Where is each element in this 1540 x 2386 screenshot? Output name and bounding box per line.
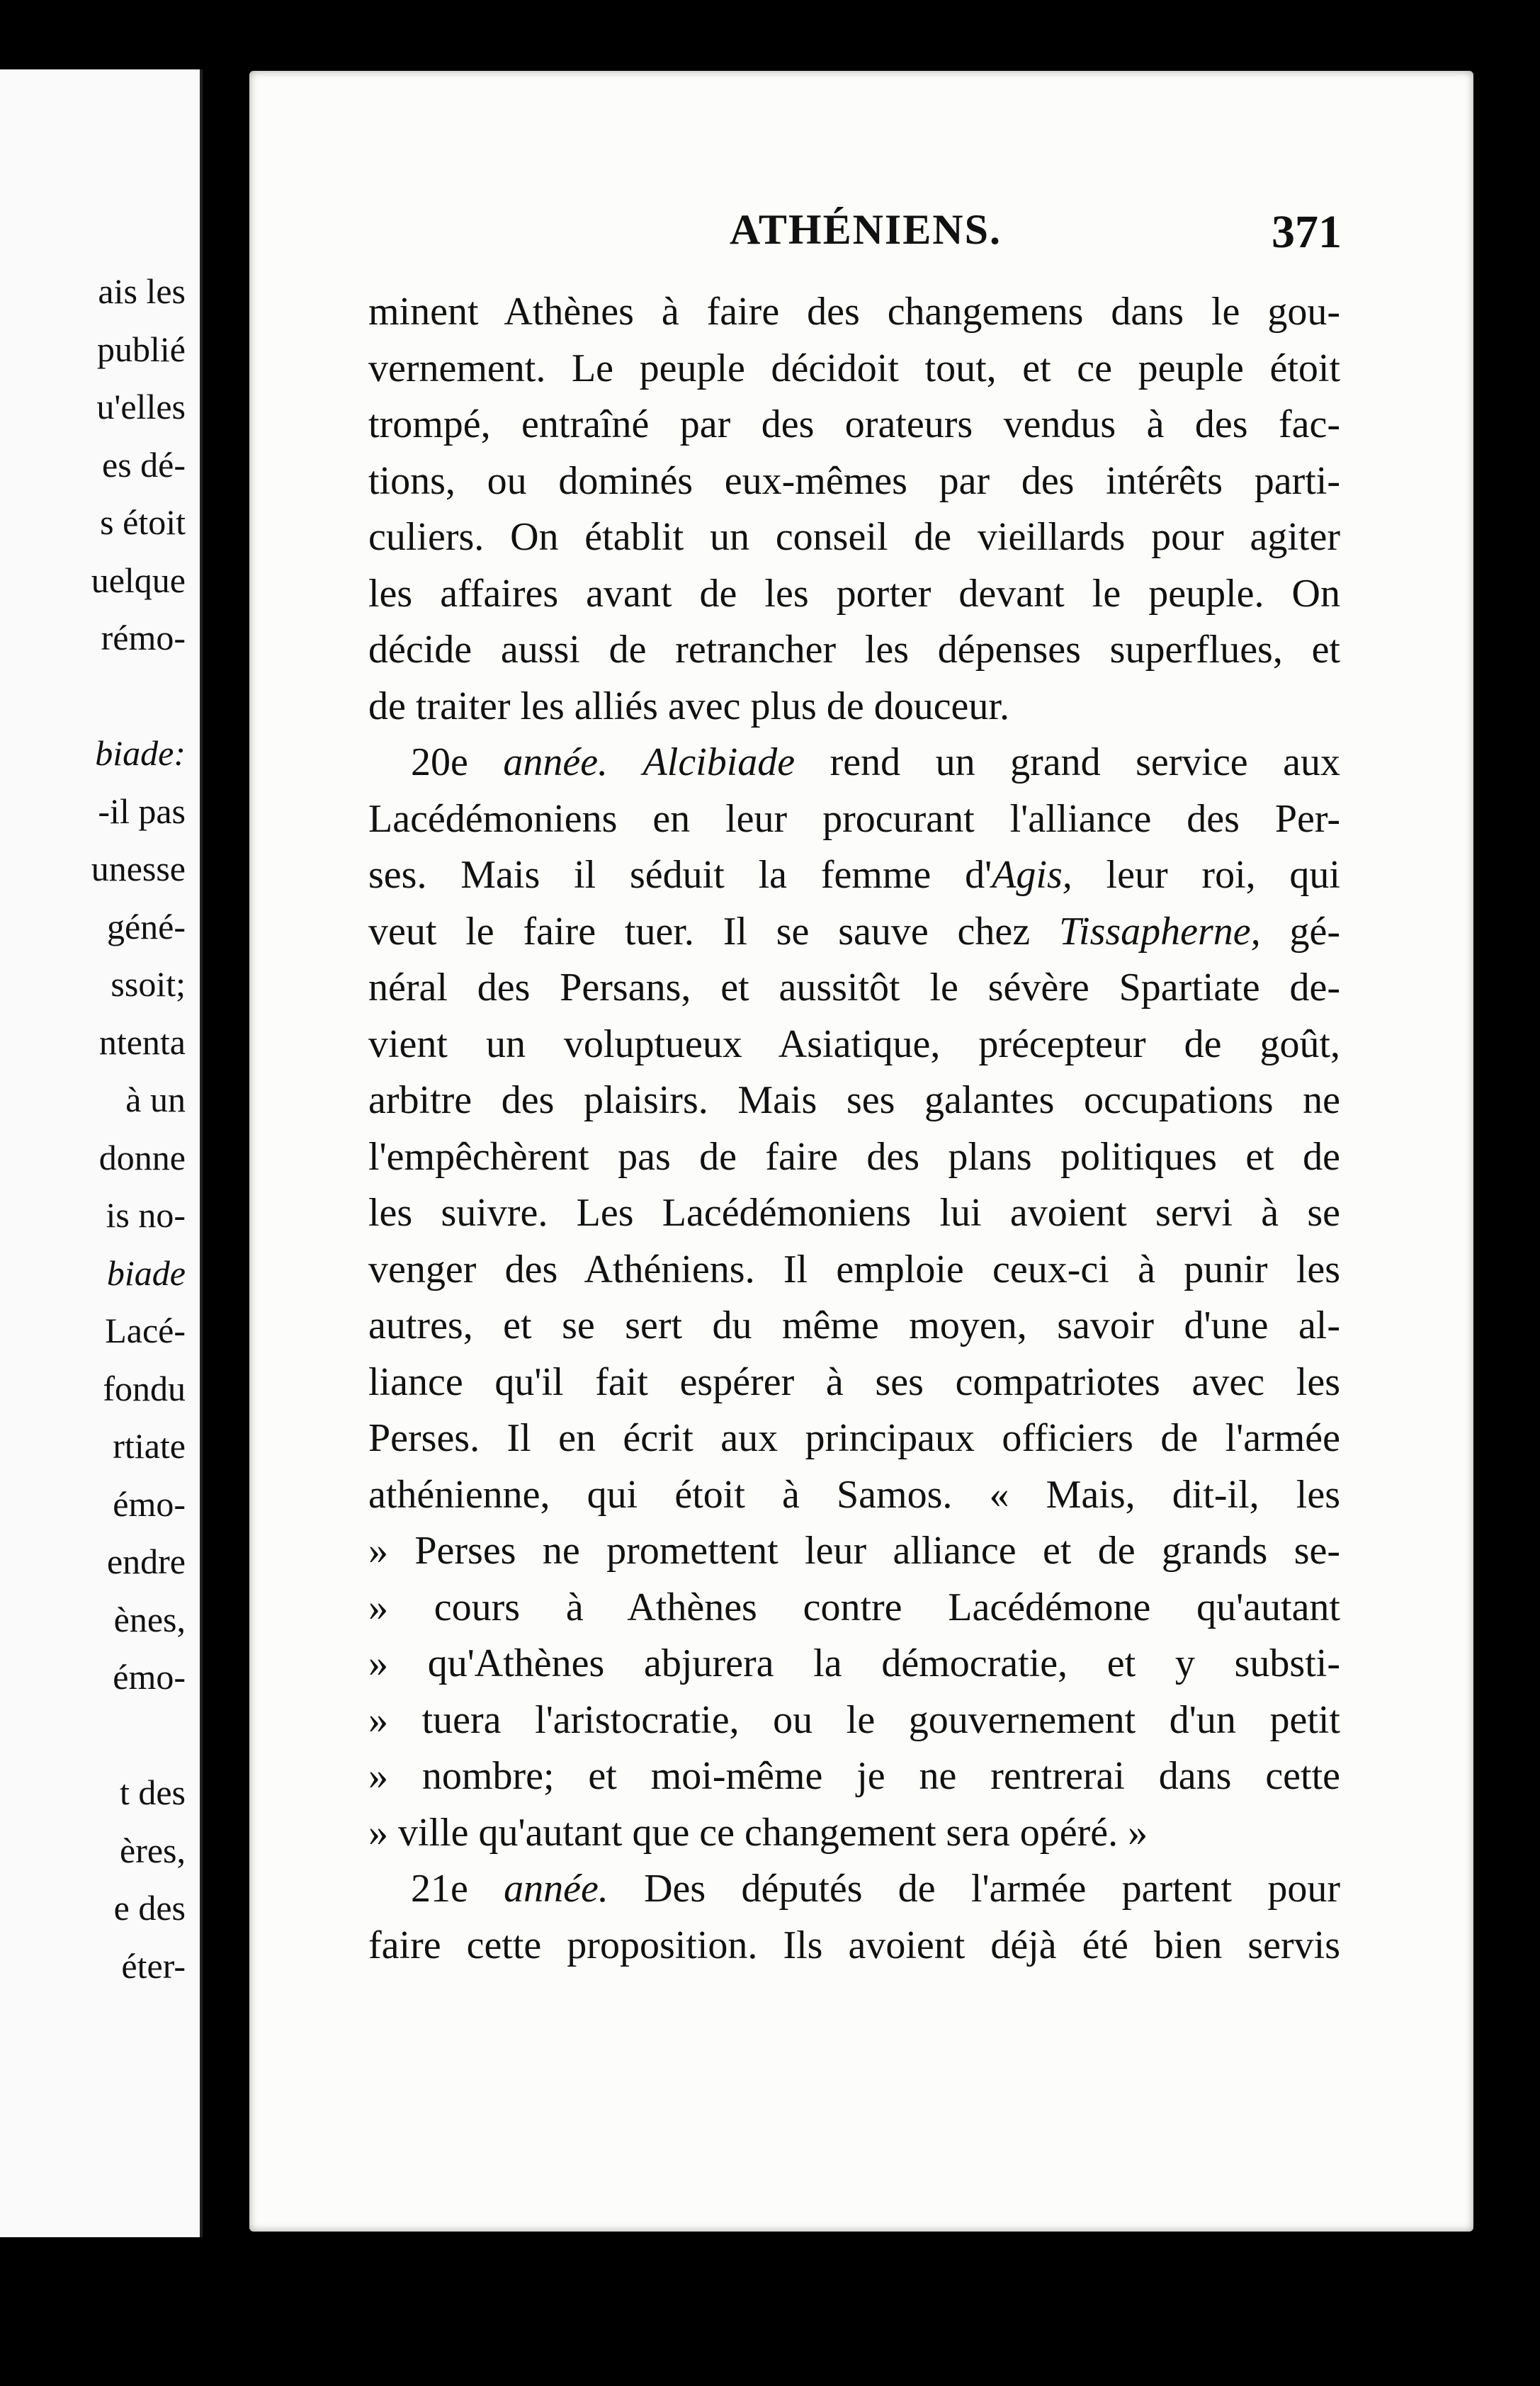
text-line [368, 1193, 1340, 1233]
left-page-line: s étoit [100, 502, 186, 542]
text-run: vient un voluptueux Asiatique, précepteur de goût, [368, 1022, 1340, 1066]
text-line [368, 796, 1340, 841]
text-run: faire cette proposition. Ils avoient déjà été bien servis [368, 1923, 1340, 1967]
left-page-line: rémo- [101, 618, 186, 657]
left-page-line: e des [113, 1888, 186, 1928]
text-line [368, 966, 1340, 1010]
text-line [368, 1024, 1340, 1064]
left-page-line: rtiate [113, 1426, 186, 1466]
left-page-line: ènes, [113, 1599, 186, 1639]
text-line [368, 686, 1340, 726]
text-line [368, 458, 1340, 503]
page-number: 371 [1272, 206, 1342, 258]
left-page-line: biade: [95, 733, 186, 773]
text-run: » nombre; et moi-même je ne rentrerai dans cette [368, 1754, 1340, 1798]
italic-run: année. [504, 1867, 608, 1911]
text-run: Lacédémoniens en leur procurant l'alliance des Per- [368, 796, 1340, 841]
text-run: ses. Mais il séduit la femme d' [368, 853, 992, 897]
text-run: l'empêchèrent pas de faire des plans politiques et de [368, 1134, 1340, 1179]
italic-run: Tissapherne, [1058, 909, 1261, 954]
left-page-line: ais les [98, 271, 186, 311]
text-line [368, 1418, 1340, 1458]
text-line [411, 1869, 1340, 1909]
text-run [608, 740, 642, 784]
text-line [368, 1247, 1340, 1291]
text-run: culiers. On établit un conseil de vieillards pour agiter [368, 515, 1340, 559]
text-line [368, 1641, 1340, 1685]
left-page-line: émo- [113, 1657, 186, 1697]
text-run: veut le faire tuer. Il se sauve chez [368, 909, 1059, 954]
text-run: décide aussi de retrancher les dépenses superflues, et [368, 628, 1340, 672]
text-run: trompé, entraîné par des orateurs vendus à des fac- [368, 402, 1340, 446]
left-page-fragment [0, 69, 203, 2237]
text-run: venger des Athéniens. Il emploie ceux-ci à punir les [368, 1247, 1340, 1291]
text-line [368, 855, 1340, 895]
text-run: les affaires avant de les porter devant le peuple. On [368, 571, 1340, 616]
text-run: » qu'Athènes abjurera la démocratie, et y substi- [368, 1641, 1340, 1685]
text-line [368, 1810, 1340, 1855]
left-page-line: es dé- [102, 444, 186, 485]
text-run: autres, et se sert du même moyen, savoir d'une al- [368, 1304, 1340, 1347]
text-run: Des députés de l'armée partent pour [608, 1867, 1340, 1911]
text-line [368, 517, 1340, 557]
left-page-line: is no- [106, 1195, 186, 1235]
text-line [368, 1697, 1340, 1742]
left-page-line: -il pas [98, 791, 186, 831]
left-page-line: publié [97, 329, 186, 369]
text-run: de traiter les alliés avec plus de douceur. [368, 684, 1009, 728]
text-run: » tuera l'aristocratie, ou le gouvernement d'un petit [368, 1697, 1340, 1742]
left-page-line: fondu [103, 1368, 186, 1408]
text-run: athénienne, qui étoit à Samos. « Mais, dit-il, les [368, 1472, 1340, 1517]
left-page-line: donne [98, 1137, 186, 1177]
left-page-line: ssoit; [111, 964, 186, 1004]
text-run: liance qu'il fait espérer à ses compatriotes avec les [368, 1359, 1340, 1404]
left-page-line: ères, [120, 1830, 186, 1870]
left-page-line: u'elles [96, 387, 186, 426]
left-page-line: émo- [113, 1483, 186, 1524]
text-run: tions, ou dominés eux-mêmes par des intérêts parti- [368, 458, 1340, 503]
running-head: ATHÉNIENS. [730, 206, 1002, 253]
left-page-line: endre [106, 1542, 186, 1581]
left-page-line: Lacé- [105, 1311, 186, 1350]
text-line [368, 402, 1340, 446]
italic-run: année. [503, 740, 608, 784]
text-line [368, 909, 1340, 954]
left-page-line: biade [106, 1253, 186, 1293]
text-line [368, 1585, 1340, 1629]
text-line [368, 1756, 1340, 1796]
text-run: gé- [1260, 909, 1340, 954]
left-page-line: à un [125, 1080, 186, 1119]
italic-run: Agis, [992, 853, 1072, 897]
text-line [368, 1531, 1340, 1571]
text-line [368, 1080, 1340, 1120]
text-run: rend un grand service aux [795, 740, 1340, 784]
text-run: vernement. Le peuple décidoit tout, et ce peuple étoit [368, 346, 1340, 390]
text-run: Perses. Il en écrit aux principaux officiers de l'armée [368, 1416, 1340, 1460]
text-run: minent Athènes à faire des changemens dans le gou- [368, 290, 1340, 334]
left-page-line: unesse [91, 849, 186, 888]
left-page-line: ntenta [98, 1022, 186, 1062]
text-line [411, 742, 1340, 782]
text-run: 20e [411, 740, 504, 784]
text-run: » cours à Athènes contre Lacédémone qu'autant [368, 1585, 1340, 1629]
text-run: les suivre. Les Lacédémoniens lui avoient servi à se [368, 1191, 1340, 1235]
text-line [368, 1472, 1340, 1517]
text-run: leur roi, qui [1072, 853, 1340, 897]
text-line [368, 628, 1340, 672]
text-line [368, 346, 1340, 390]
text-run: » ville qu'autant que ce changement sera opéré. » [368, 1810, 1148, 1855]
left-page-line: éter- [121, 1945, 186, 1986]
text-line [368, 1134, 1340, 1179]
left-page-line: uelque [91, 560, 186, 600]
text-run: arbitre des plaisirs. Mais ses galantes occupations ne [368, 1078, 1340, 1122]
text-line [368, 1923, 1340, 1967]
left-page-line: t des [119, 1772, 186, 1812]
text-run: néral des Persans, et aussitôt le sévère Spartiate de- [368, 966, 1340, 1010]
text-run: » Perses ne promettent leur alliance et de grands se- [368, 1529, 1340, 1573]
text-line [368, 292, 1340, 332]
text-run: 21e [411, 1867, 504, 1911]
text-line [368, 571, 1340, 616]
left-page-line: géné- [106, 906, 186, 946]
text-line [368, 1306, 1340, 1345]
text-line [368, 1359, 1340, 1404]
italic-run: Alcibiade [642, 740, 796, 784]
